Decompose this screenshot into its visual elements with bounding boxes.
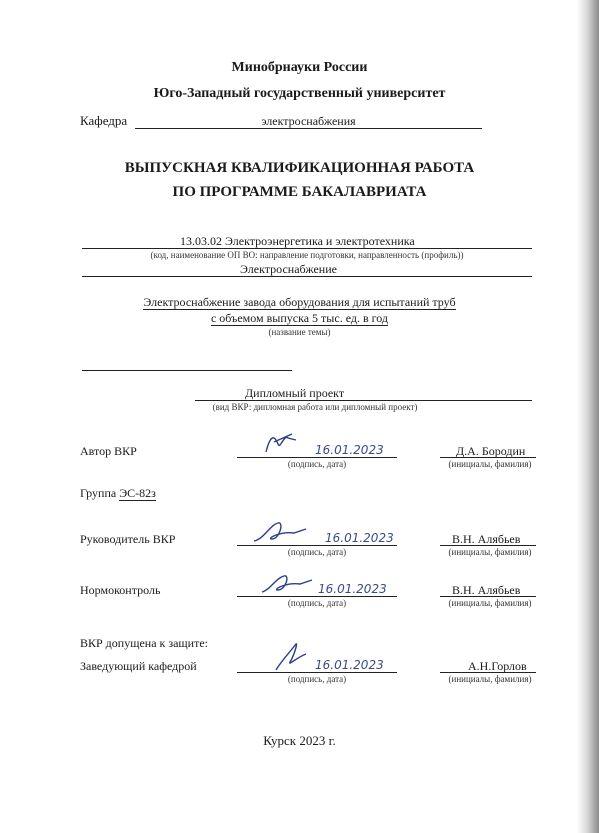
- program-caption: (код, наименование ОП ВО: направление подготовки, направленность (профиль)): [150, 250, 464, 260]
- topic-line2: [0, 311, 599, 326]
- head-name-underline: [440, 672, 536, 673]
- author-name-caption: (инициалы, фамилия): [448, 459, 532, 469]
- normcontrol-sign-underline: [237, 596, 397, 597]
- supervisor-sign-date: 16.01.2023: [325, 531, 394, 545]
- topic-line2-text: с объемом выпуска 5 тыс. ед. в год: [210, 311, 389, 325]
- profile-value: Электроснабжение: [240, 262, 337, 276]
- normcontrol-name-underline: [440, 596, 536, 597]
- normcontrol-name: В.Н. Алябьев: [452, 583, 521, 597]
- group-value: ЭС-82з: [119, 486, 156, 500]
- author-name-underline: [440, 457, 536, 458]
- group-label: Группа: [80, 486, 117, 500]
- head-sign-date: 16.01.2023: [315, 658, 384, 672]
- department-value: электроснабжения: [261, 114, 356, 128]
- normcontrol-role: Нормоконтроль: [80, 583, 161, 597]
- group-row: [80, 486, 156, 501]
- author-sign-underline: [237, 457, 397, 458]
- supervisor-sign-underline: [237, 545, 397, 546]
- department-label: Кафедра: [80, 113, 128, 128]
- author-name: Д.А. Бородин: [456, 444, 526, 458]
- normcontrol-name-caption: (инициалы, фамилия): [448, 598, 532, 608]
- supervisor-sign-caption: (подпись, дата): [287, 547, 347, 557]
- head-name-caption: (инициалы, фамилия): [448, 674, 532, 684]
- admitted-text: ВКР допущена к защите:: [80, 636, 208, 650]
- author-role: Автор ВКР: [80, 444, 137, 458]
- supervisor-name-caption: (инициалы, фамилия): [448, 547, 532, 557]
- head-signature-mark: [272, 640, 312, 674]
- footer-city-year: Курск 2023 г.: [263, 733, 336, 748]
- work-type-caption: (вид ВКР: дипломная работа или дипломный проект): [212, 402, 418, 412]
- ministry-name: Минобрнауки России: [231, 60, 368, 75]
- supervisor-role: Руководитель ВКР: [80, 532, 176, 546]
- topic-line1: [0, 295, 599, 310]
- topic-caption: (название темы): [268, 327, 331, 337]
- supervisor-signature-mark: [250, 515, 310, 545]
- head-name: А.Н.Горлов: [468, 659, 527, 673]
- page-edge-shadow: [577, 0, 599, 833]
- topic-line1-text: Электроснабжение завода оборудования для испытаний труб: [143, 295, 456, 309]
- head-role: Заведующий кафедрой: [80, 659, 197, 673]
- supervisor-name: В.Н. Алябьев: [452, 532, 521, 546]
- normcontrol-sign-caption: (подпись, дата): [287, 598, 347, 608]
- author-sign-date: 16.01.2023: [315, 443, 384, 457]
- normcontrol-signature-mark: [258, 566, 318, 596]
- normcontrol-sign-date: 16.01.2023: [318, 582, 387, 596]
- topic-extra-underline: [82, 370, 292, 371]
- head-sign-underline: [237, 672, 397, 673]
- university-name: Юго-Западный государственный университет: [153, 86, 446, 101]
- author-sign-caption: (подпись, дата): [287, 459, 347, 469]
- program-code-name: 13.03.02 Электроэнергетика и электротехника: [180, 234, 415, 248]
- document-title-line1: ВЫПУСКНАЯ КВАЛИФИКАЦИОННАЯ РАБОТА: [124, 160, 475, 176]
- author-signature-mark: [262, 430, 302, 458]
- supervisor-name-underline: [440, 545, 536, 546]
- work-type-value: Дипломный проект: [245, 386, 345, 400]
- head-sign-caption: (подпись, дата): [287, 674, 347, 684]
- document-title-line2: ПО ПРОГРАММЕ БАКАЛАВРИАТА: [172, 184, 427, 200]
